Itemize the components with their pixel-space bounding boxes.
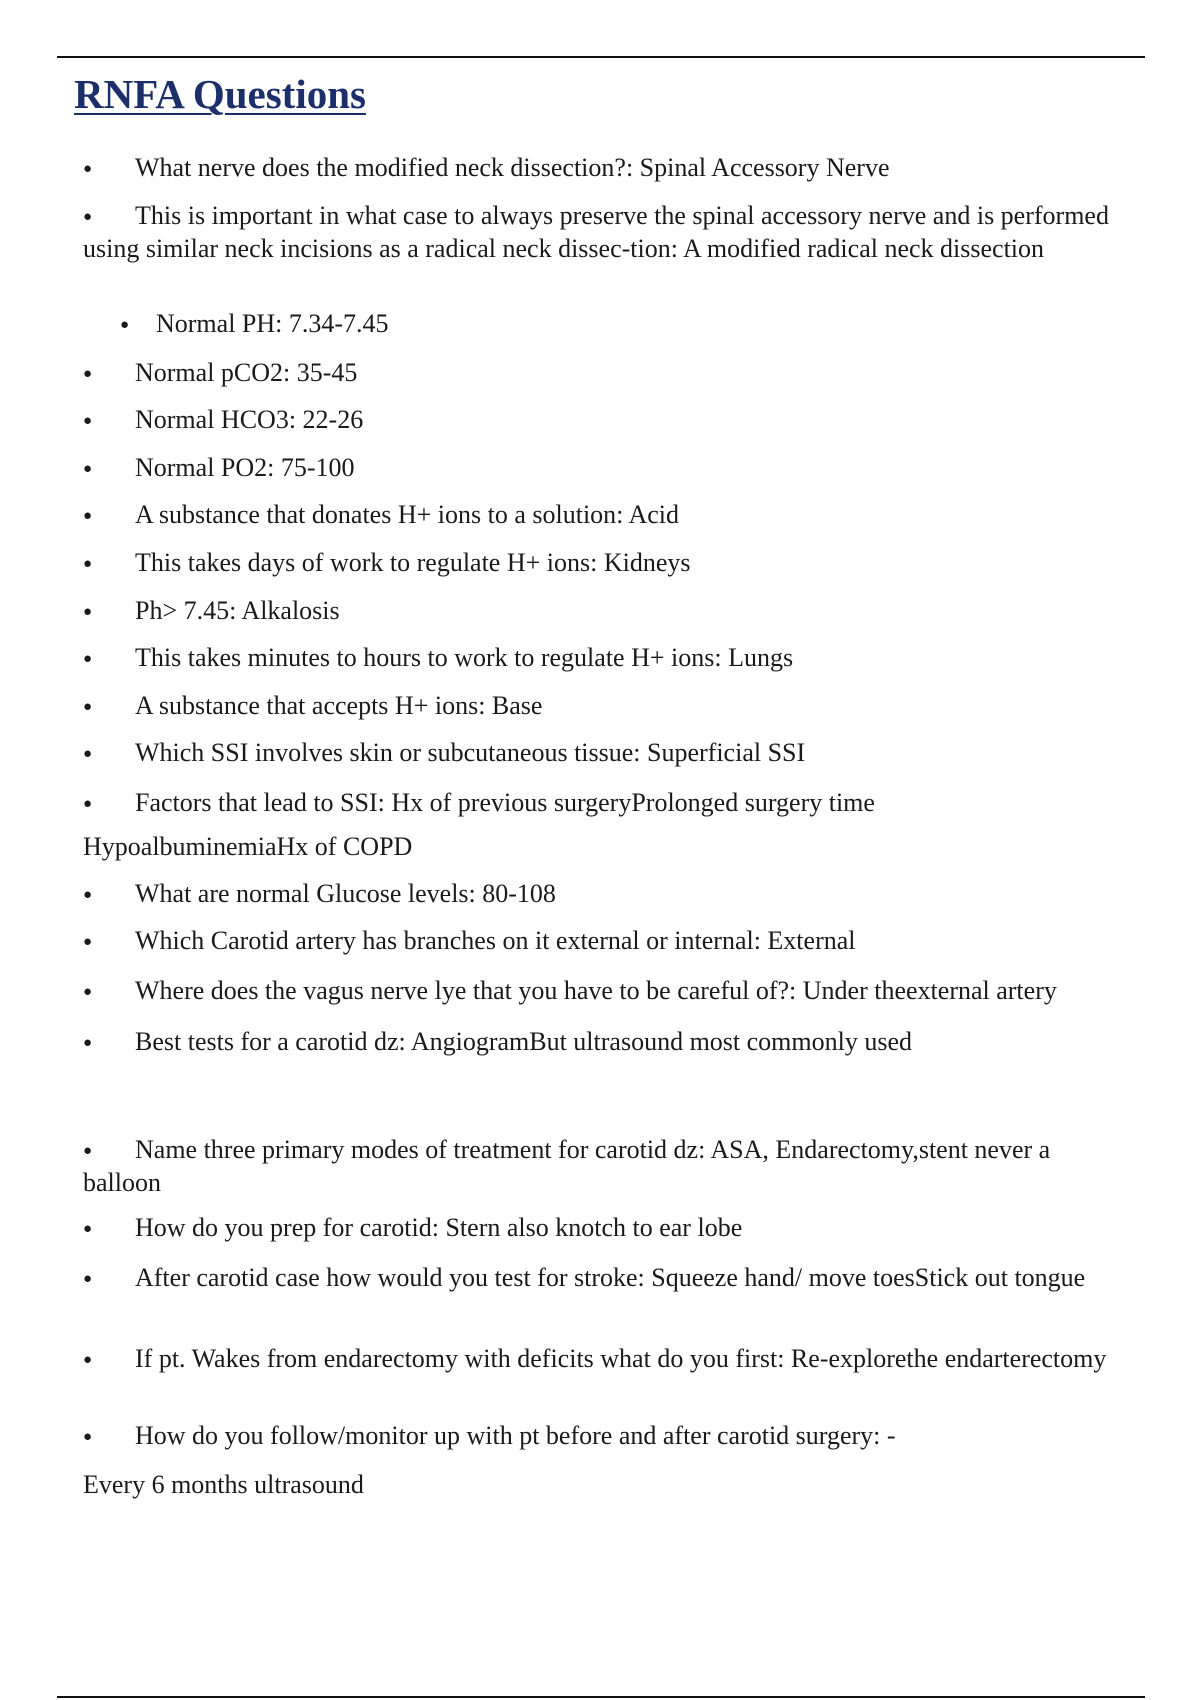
list-item: ●How do you follow/monitor up with pt before and after carotid surgery: -: [83, 1420, 1133, 1453]
list-item: ●Factors that lead to SSI: Hx of previous surgeryProlonged surgery time: [83, 787, 1133, 820]
bullet-icon: [83, 357, 135, 390]
list-item: ●This is important in what case to always preserve the spinal accessory nerve and is performed using similar neck incisions as a radical neck dissec-tion: A modified radical neck dissection: [83, 200, 1133, 264]
list-item: ●Best tests for a carotid dz: AngiogramBut ultrasound most commonly used: [83, 1026, 1133, 1059]
list-item: ●Ph> 7.45: Alkalosis: [83, 595, 1133, 628]
list-item: ●This takes days of work to regulate H+ ions: Kidneys: [83, 547, 1133, 580]
list-item: ●A substance that accepts H+ ions: Base: [83, 690, 1133, 723]
list-item: ●Where does the vagus nerve lye that you have to be careful of?: Under theexternal artery: [83, 975, 1133, 1008]
bullet-icon: [83, 1026, 135, 1059]
bullet-icon: [83, 878, 135, 911]
bullet-icon: [83, 499, 135, 532]
list-item: ●Which Carotid artery has branches on it external or internal: External: [83, 925, 1133, 958]
bullet-icon: [83, 642, 135, 675]
bullet-icon: [83, 1262, 135, 1295]
list-item: ●Normal PH: 7.34-7.45: [120, 308, 1170, 341]
list-item: ●After carotid case how would you test for stroke: Squeeze hand/ move toesStick out tongue: [83, 1262, 1133, 1295]
list-item: ●What nerve does the modified neck dissection?: Spinal Accessory Nerve: [83, 152, 1133, 185]
list-item: ●This takes minutes to hours to work to regulate H+ ions: Lungs: [83, 642, 1133, 675]
bullet-icon: [83, 152, 135, 185]
continuation-text: Every 6 months ultrasound: [83, 1470, 364, 1499]
continuation-text: HypoalbuminemiaHx of COPD: [83, 832, 413, 861]
bullet-icon: [83, 452, 135, 485]
list-item: ●How do you prep for carotid: Stern also knotch to ear lobe: [83, 1212, 1133, 1245]
bullet-icon: [83, 1420, 135, 1453]
bullet-icon: [83, 1134, 135, 1167]
bullet-icon: [83, 975, 135, 1008]
list-item: ●Normal HCO3: 22-26: [83, 404, 1133, 437]
bullet-icon: [83, 404, 135, 437]
list-item: ●If pt. Wakes from endarectomy with deficits what do you first: Re-explorethe endarterectomy: [83, 1343, 1133, 1376]
list-item: ●Normal pCO2: 35-45: [83, 357, 1133, 390]
bullet-icon: [83, 787, 135, 820]
page-title: RNFA Questions: [74, 71, 366, 117]
bullet-icon: [120, 308, 156, 341]
bullet-icon: [83, 925, 135, 958]
bullet-icon: [83, 1343, 135, 1376]
list-item: ●Normal PO2: 75-100: [83, 452, 1133, 485]
list-item: ●A substance that donates H+ ions to a solution: Acid: [83, 499, 1133, 532]
bullet-icon: [83, 1212, 135, 1245]
bullet-icon: [83, 547, 135, 580]
bullet-icon: [83, 737, 135, 770]
list-item: ●What are normal Glucose levels: 80-108: [83, 878, 1133, 911]
bullet-icon: [83, 200, 135, 233]
list-item: ●Name three primary modes of treatment for carotid dz: ASA, Endarectomy,stent never a balloon: [83, 1134, 1133, 1198]
bullet-icon: [83, 690, 135, 723]
bottom-rule: [57, 1696, 1145, 1698]
bullet-icon: [83, 595, 135, 628]
list-item: ●Which SSI involves skin or subcutaneous tissue: Superficial SSI: [83, 737, 1133, 770]
